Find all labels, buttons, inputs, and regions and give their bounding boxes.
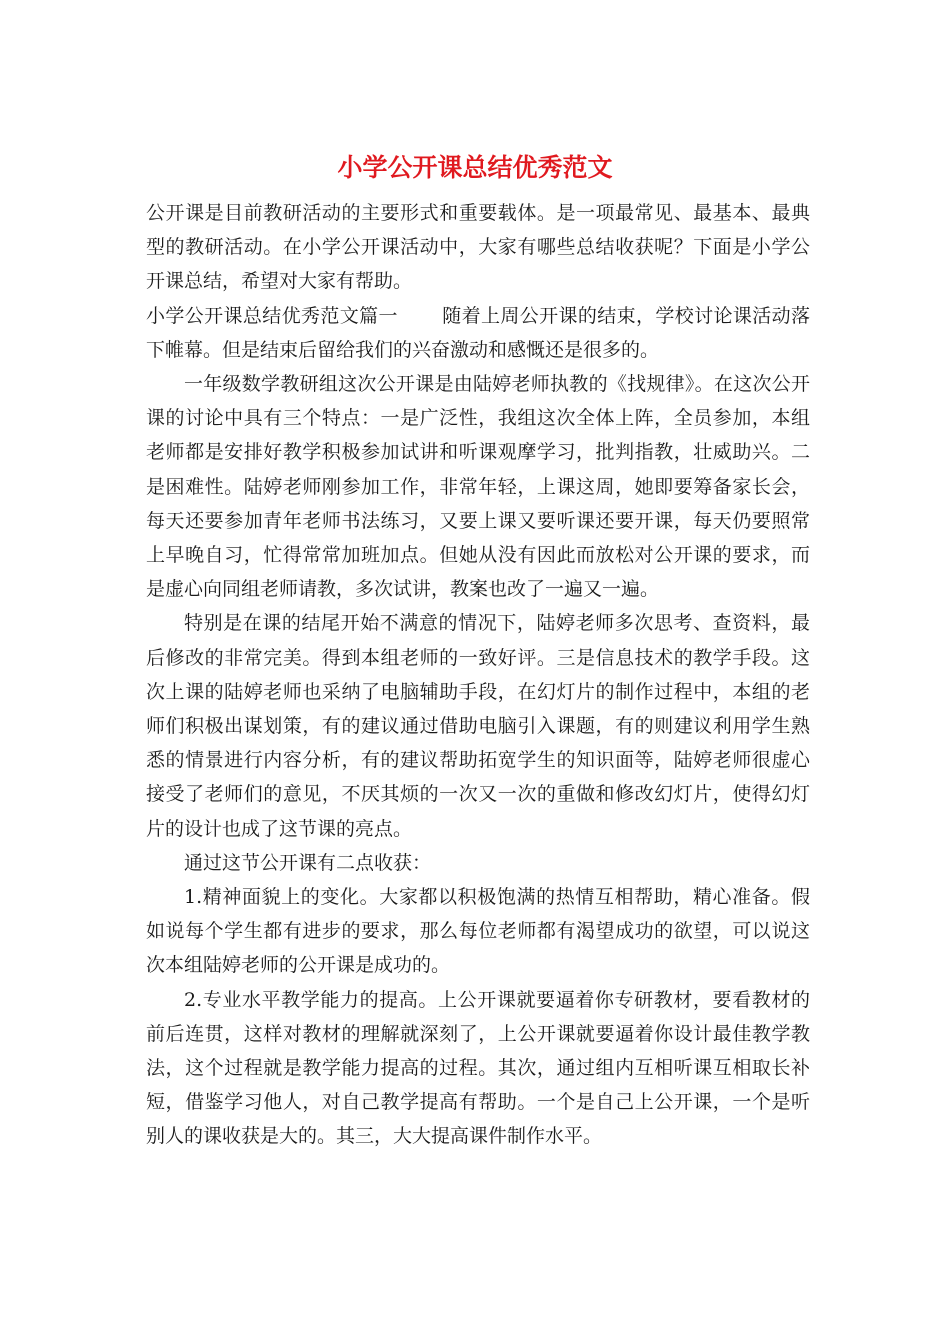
gains-heading: 通过这节公开课有二点收获：: [184, 851, 432, 874]
gain-item-1: 1.精神面貌上的变化。大家都以积极饱满的热情互相帮助，精心准备。假如说每个学生都有进步的要求，那么每位老师都有渴望成功的欲望，可以说这次本组陆婷老师的公开课是成功的。: [146, 886, 810, 977]
intro-paragraph: 公开课是目前教研活动的主要形式和重要载体。是一项最常见、最基本、最典型的教研活动。在小学公开课活动中，大家有哪些总结收获呢？下面是小学公开课总结，希望对大家有帮助。: [146, 202, 810, 293]
section-paragraph: [146, 299, 810, 367]
section-lead: 随着上周公开课的结束，学校讨论课活动落下帷幕。但是结束后留给我们的兴奋激动和感慨还是很多的。: [146, 304, 810, 361]
body-paragraph-1: 一年级数学教研组这次公开课是由陆婷老师执教的《找规律》。在这次公开课的讨论中具有三个特点：一是广泛性，我组这次全体上阵，全员参加，本组老师都是安排好教学积极参加试讲和听课观摩学习，批判指教，壮威助兴。二是困难性。陆婷老师刚参加工作，非常年轻，上课这周，她即要筹备家长会，每天还要参加青年老师书法练习，又要上课又要听课还要开课，每天仍要照常上早晚自习，忙得常常加班加点。但她从没有因此而放松对公开课的要求，而是虚心向同组老师请教，多次试讲，教案也改了一遍又一遍。: [146, 373, 810, 601]
body-paragraph-2: 特别是在课的结尾开始不满意的情况下，陆婷老师多次思考、查资料，最后修改的非常完美。得到本组老师的一致好评。三是信息技术的教学手段。这次上课的陆婷老师也采纳了电脑辅助手段，在幻灯片的制作过程中，本组的老师们积极出谋划策，有的建议通过借助电脑引入课题，有的则建议利用学生熟悉的情景进行内容分析，有的建议帮助拓宽学生的知识面等，陆婷老师很虚心接受了老师们的意见，不厌其烦的一次又一次的重做和修改幻灯片，使得幻灯片的设计也成了这节课的亮点。: [146, 612, 810, 840]
gain-item-2: 2.专业水平教学能力的提高。上公开课就要逼着你专研教材，要看教材的前后连贯，这样对教材的理解就深刻了，上公开课就要逼着你设计最佳教学教法，这个过程就是教学能力提高的过程。其次，通过组内互相听课互相取长补短，借鉴学习他人，对自己教学提高有帮助。一个是自己上公开课，一个是听别人的课收获是大的。其三，大大提高课件制作水平。: [146, 988, 810, 1148]
document-title: 小学公开课总结优秀范文: [337, 153, 613, 182]
section-heading: 小学公开课总结优秀范文篇一: [146, 304, 398, 327]
document-body: [146, 196, 810, 1154]
